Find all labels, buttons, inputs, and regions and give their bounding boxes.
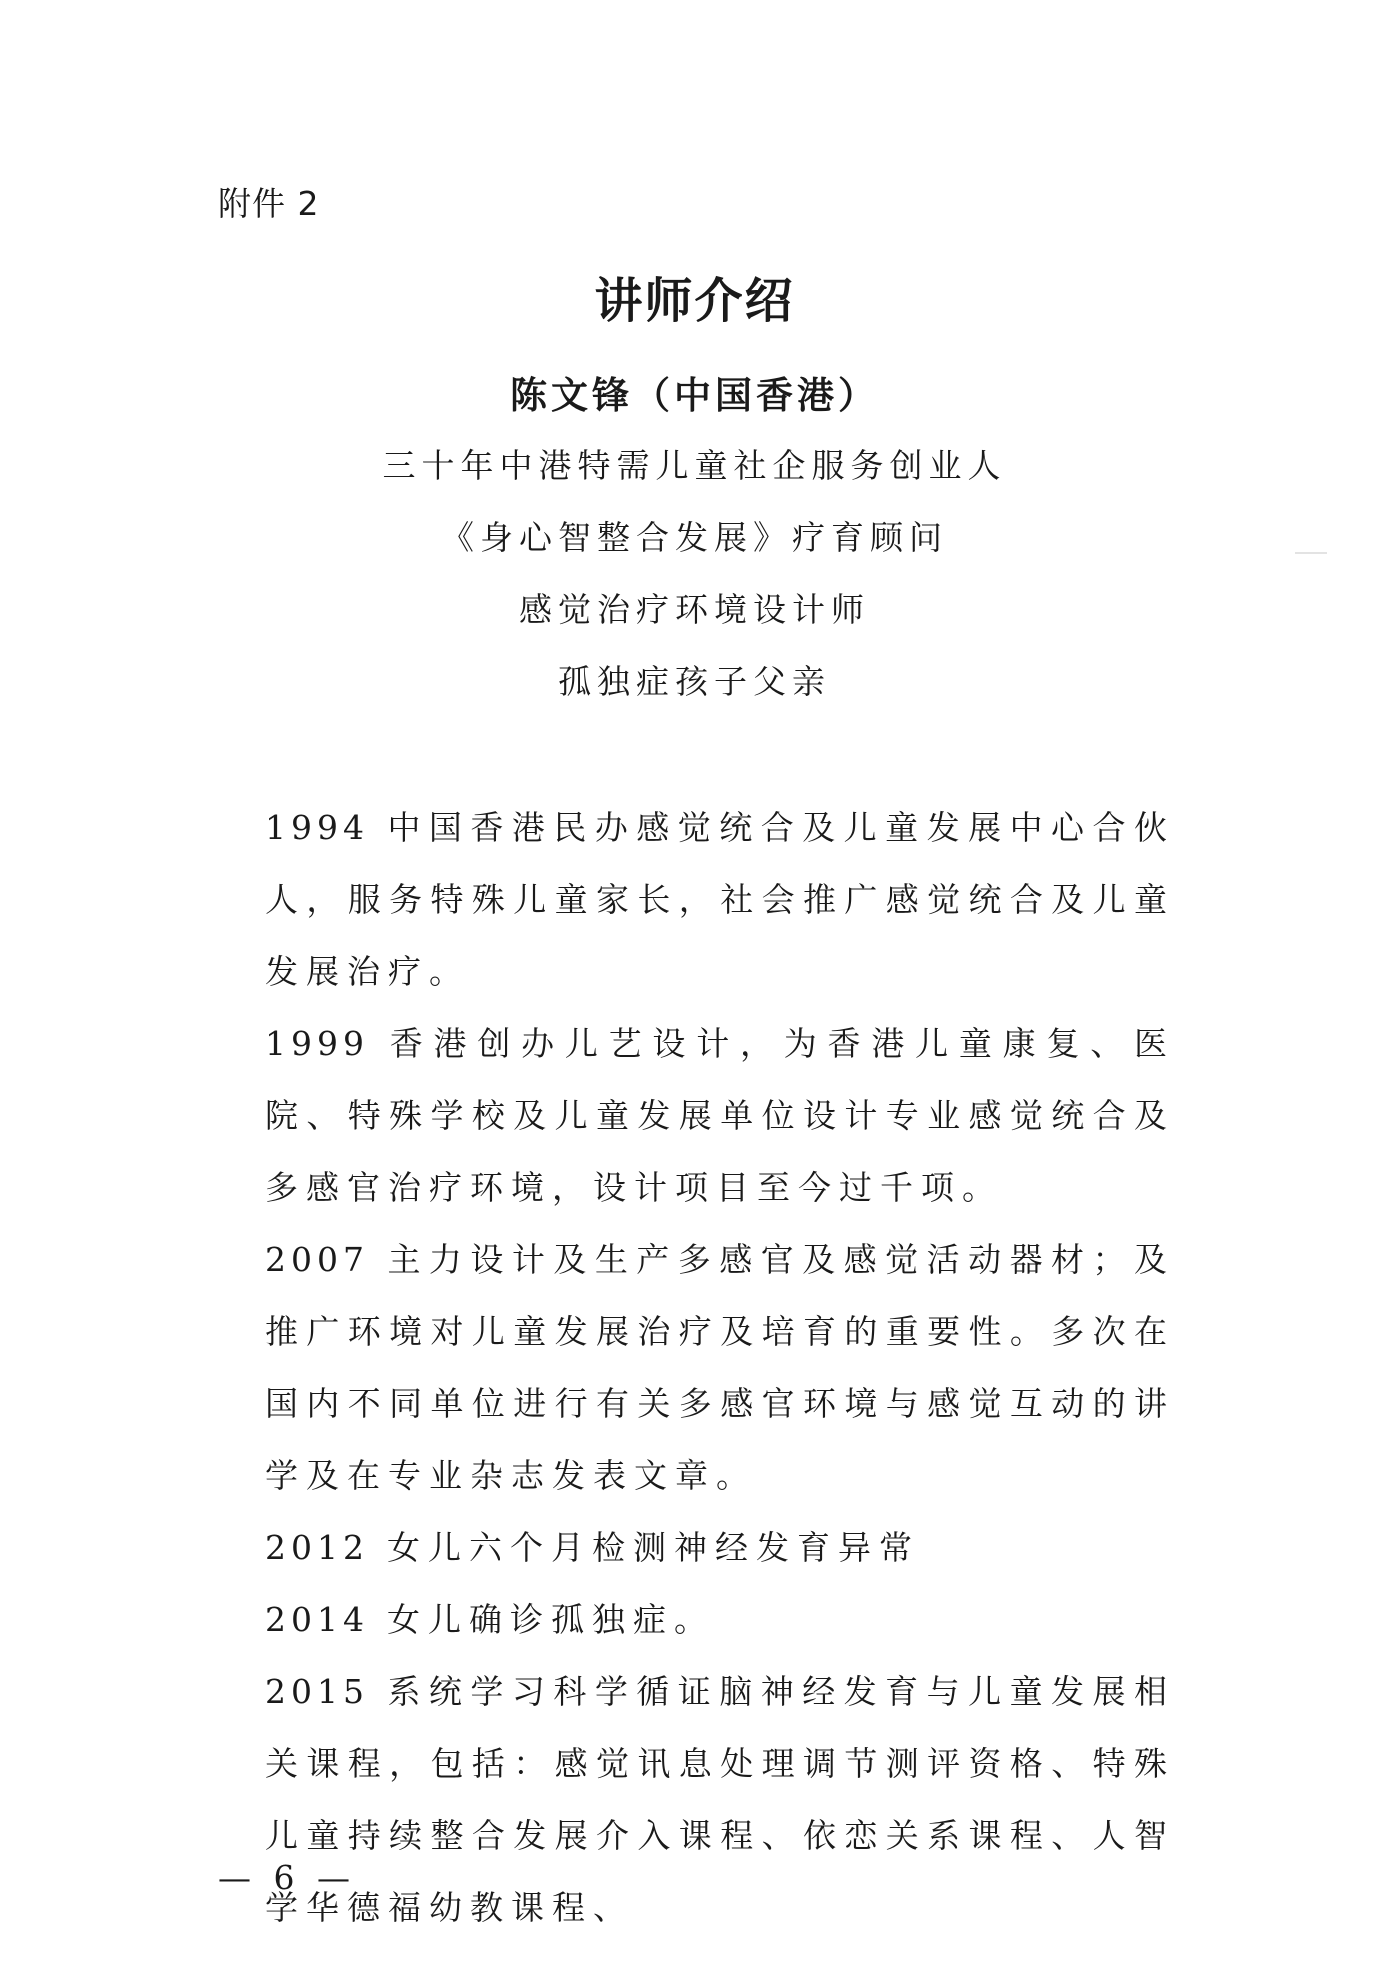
role-line: 《身心智整合发展》疗育顾问 [441,518,948,557]
bio-entry [265,1584,1175,1656]
bio-year: 1994 [265,808,369,847]
bio-text: 女儿六个月检测神经发育异常 [386,1528,920,1567]
bio-entry [265,1224,1175,1512]
bio-entry [265,792,1175,1008]
bio-entry [265,1008,1175,1224]
biography [265,792,1175,1944]
page-title: 讲师介绍 [594,273,795,329]
role-line: 三十年中港特需儿童社企服务创业人 [382,446,1007,485]
bio-text: 主力设计及生产多感官及感觉活动器材；及推广环境对儿童发展治疗及培育的重要性。多次在国内不同单位进行有关多感官环境与感觉互动的讲学及在专业杂志发表文章。 [265,1240,1175,1495]
role-line: 感觉治疗环境设计师 [519,590,870,629]
bio-year: 2014 [265,1600,369,1639]
speaker-name: 陈文锋（中国香港） [510,374,879,417]
speaker-roles [0,430,1389,718]
bio-year: 1999 [265,1024,369,1063]
bio-year: 2012 [265,1528,369,1567]
attachment-label: 附件 2 [218,184,320,223]
bio-year: 2015 [265,1672,369,1711]
bio-entry [265,1656,1175,1944]
scan-artifact [1295,552,1327,554]
page-number: — 6 — [218,1858,356,1897]
bio-text: 香港创办儿艺设计，为香港儿童康复、医院、特殊学校及儿童发展单位设计专业感觉统合及多感官治疗环境，设计项目至今过千项。 [265,1024,1175,1207]
bio-text: 女儿确诊孤独症。 [386,1600,715,1639]
role-line: 孤独症孩子父亲 [558,662,831,701]
bio-year: 2007 [265,1240,369,1279]
bio-entry [265,1512,1175,1584]
bio-text: 中国香港民办感觉统合及儿童发展中心合伙人，服务特殊儿童家长，社会推广感觉统合及儿童发展治疗。 [265,808,1175,991]
bio-text: 系统学习科学循证脑神经发育与儿童发展相关课程，包括：感觉讯息处理调节测评资格、特殊儿童持续整合发展介入课程、依恋关系课程、人智学华德福幼教课程、 [265,1672,1175,1927]
